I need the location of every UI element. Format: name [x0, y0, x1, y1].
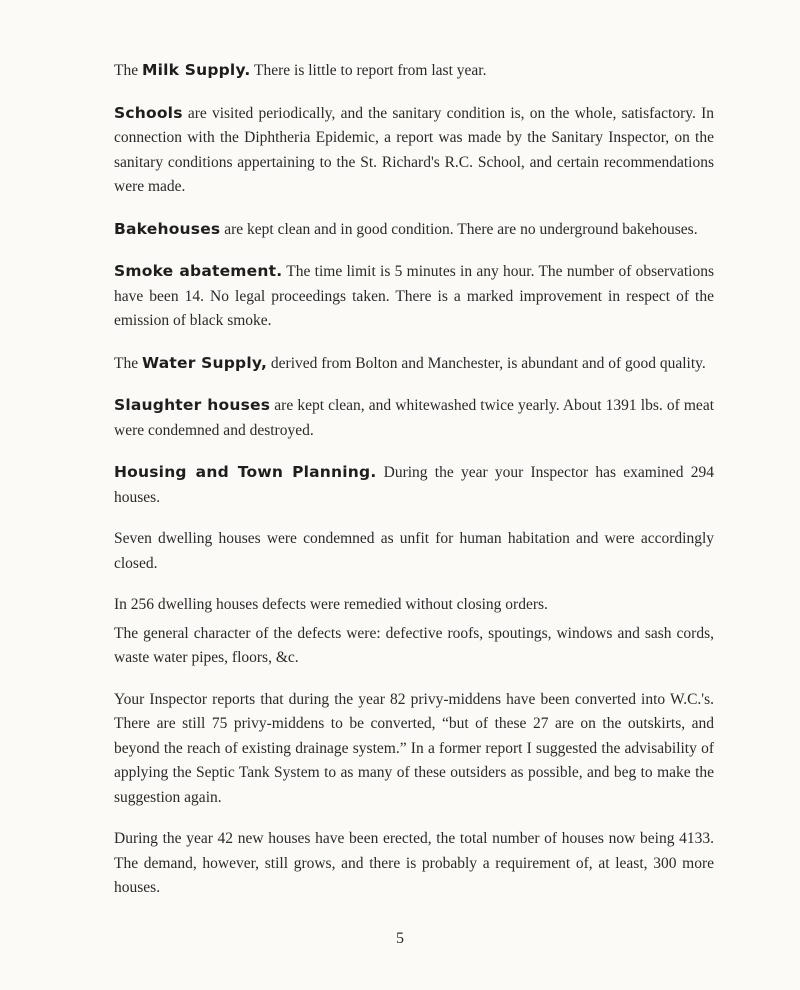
- bakehouses-paragraph: [114, 217, 714, 243]
- housing-paragraph: [114, 460, 714, 510]
- paragraph-text: The time limit is 5 minutes in any hour. The number of observations have been 14. No legal proceedings taken. There is a marked improvement in respect of the emission of black smoke.: [114, 263, 714, 329]
- page-number: 5: [396, 930, 404, 947]
- paragraph-lead: The: [114, 354, 142, 372]
- paragraph-text: In 256 dwelling houses defects were remedied without closing orders.: [114, 596, 548, 613]
- paragraph-text: During the year 42 new houses have been erected, the total number of houses now being 4133. The demand, however, still grows, and there is probably a requirement of, at least, 300 more houses.: [114, 830, 714, 896]
- paragraph-text: Your Inspector reports that during the year 82 privy-middens have been converted into W.C.'s. There are still 75 privy-middens to be converted, “but of these 27 are on the outskirts, and beyond the reach of existing drainage system.” In a former report I suggested the advisability of applying the Septic Tank System to as many of these outsiders as possible, and beg to make the suggestion again.: [114, 690, 714, 806]
- paragraph-text: There is little to report from last year.: [250, 62, 487, 79]
- water-supply-heading: Water Supply,: [141, 353, 268, 372]
- smoke-abatement-paragraph: [114, 259, 714, 334]
- paragraph-text: are kept clean, and whitewashed twice yearly. About 1391 lbs. of meat were condemned and destroyed.: [114, 397, 715, 439]
- paragraph-text: are kept clean and in good condition. There are no underground bakehouses.: [220, 220, 698, 238]
- new-houses-paragraph: [114, 827, 714, 901]
- privy-middens-paragraph: [114, 688, 714, 811]
- housing-heading: Housing and Town Planning.: [114, 463, 377, 481]
- bakehouses-heading: Bakehouses: [114, 219, 221, 238]
- defects-character-paragraph: [114, 622, 714, 671]
- paragraph-text: are visited periodically, and the sanitary condition is, on the whole, satisfactory. In connection with the Diphtheria Epidemic, a report was made by the Sanitary Inspector, on the sanitary conditions appertaining to the St. Richard's R.C. School, and certain recommendations were made.: [114, 104, 714, 195]
- schools-heading: Schools: [114, 103, 183, 122]
- slaughter-houses-heading: Slaughter houses: [114, 396, 271, 414]
- water-supply-paragraph: [114, 351, 714, 377]
- milk-supply-paragraph: [114, 58, 714, 84]
- slaughter-houses-paragraph: [114, 393, 714, 443]
- paragraph-text: The general character of the defects were: defective roofs, spoutings, windows and sash cords, waste water pipes, floors, &c.: [114, 624, 714, 666]
- schools-paragraph: [114, 101, 714, 200]
- smoke-abatement-heading: Smoke abatement.: [114, 262, 283, 280]
- paragraph-text: derived from Bolton and Manchester, is abundant and of good quality.: [267, 354, 706, 372]
- milk-supply-heading: Milk Supply.: [141, 61, 251, 79]
- paragraph-text: Seven dwelling houses were condemned as unfit for human habitation and were accordingly closed.: [114, 530, 714, 572]
- paragraph-text: During the year your Inspector has examined 294 houses.: [114, 464, 715, 506]
- defects-remedied-paragraph: [114, 593, 714, 618]
- paragraph-lead: The: [114, 62, 142, 79]
- condemned-houses-paragraph: [114, 527, 714, 576]
